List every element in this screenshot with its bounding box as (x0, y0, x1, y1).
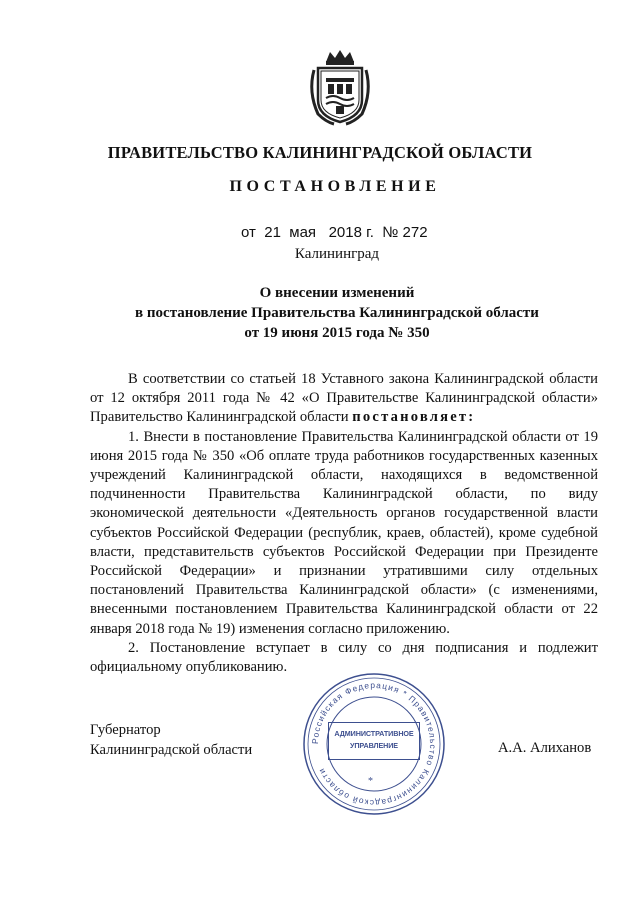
document-body (90, 370, 598, 677)
document-number: 272 (402, 224, 428, 241)
date-line (241, 224, 428, 241)
seal-ring-text: Российская Федерация * Правительство Калининградской области (309, 679, 439, 809)
date-day: 21 (264, 224, 281, 241)
document-type: ПОСТАНОВЛЕНИЕ (229, 178, 441, 195)
document-subject (0, 283, 640, 343)
kaliningrad-coat-of-arms-icon (304, 48, 376, 126)
signatory-position (90, 720, 252, 760)
preamble-paragraph (90, 370, 598, 428)
subject-line: от 19 июня 2015 года № 350 (244, 325, 430, 341)
preamble-text: В соответствии со статьей 18 Уставного закона Калининградской области от 12 октября 2011 года № 42 «О Правительстве Калининградской области» Правительство Калининградской области (90, 371, 598, 426)
position-line: Калининградской области (90, 742, 253, 758)
government-title: ПРАВИТЕЛЬСТВО КАЛИНИНГРАДСКОЙ ОБЛАСТИ (107, 143, 533, 162)
subject-line: О внесении изменений (259, 285, 415, 301)
clause-2-paragraph: 2. Постановление вступает в силу со дня подписания и подлежит официальному опубликованию. (90, 639, 598, 676)
date-month: мая (289, 224, 317, 241)
official-seal (302, 672, 446, 816)
seal-center-line: УПРАВЛЕНИЕ (350, 741, 398, 750)
clause-1-paragraph: 1. Внести в постановление Правительства Калининградской области от 19 июня 2015 года № 350 «Об оплате труда работников государственных казенных учреждений Калининградской области, находящихся в ведомственной подчиненности Правительства Калининградской области, по виду экономической деятельности «Деятельность органов государственной власти субъектов Российской Федерации (республик, краев, областей), кроме судебной власти, представительств субъектов Российской Федерации при Президенте Российской Федерации» и признании утратившими силу отдельных постановлений Правительства Калининградской области» (с изменениями, внесенными постановлением Правительства Калининградской области от 22 января 2018 года № 19) изменения согласно приложению. (90, 428, 598, 637)
seal-center-box (328, 722, 420, 760)
date-prefix: от (241, 224, 256, 241)
city: Калининград (294, 246, 380, 262)
date-year: 2018 г. (328, 224, 374, 241)
seal-center-line: АДМИНИСТРАТИВНОЕ (334, 729, 414, 738)
position-line: Губернатор (90, 722, 161, 738)
subject-line: в постановление Правительства Калининградской области (135, 305, 539, 321)
seal-star-icon: * (368, 776, 373, 787)
number-sign: № (382, 224, 399, 241)
decision-word: постановляет: (352, 409, 476, 426)
signatory-name: А.А. Алиханов (498, 740, 592, 756)
